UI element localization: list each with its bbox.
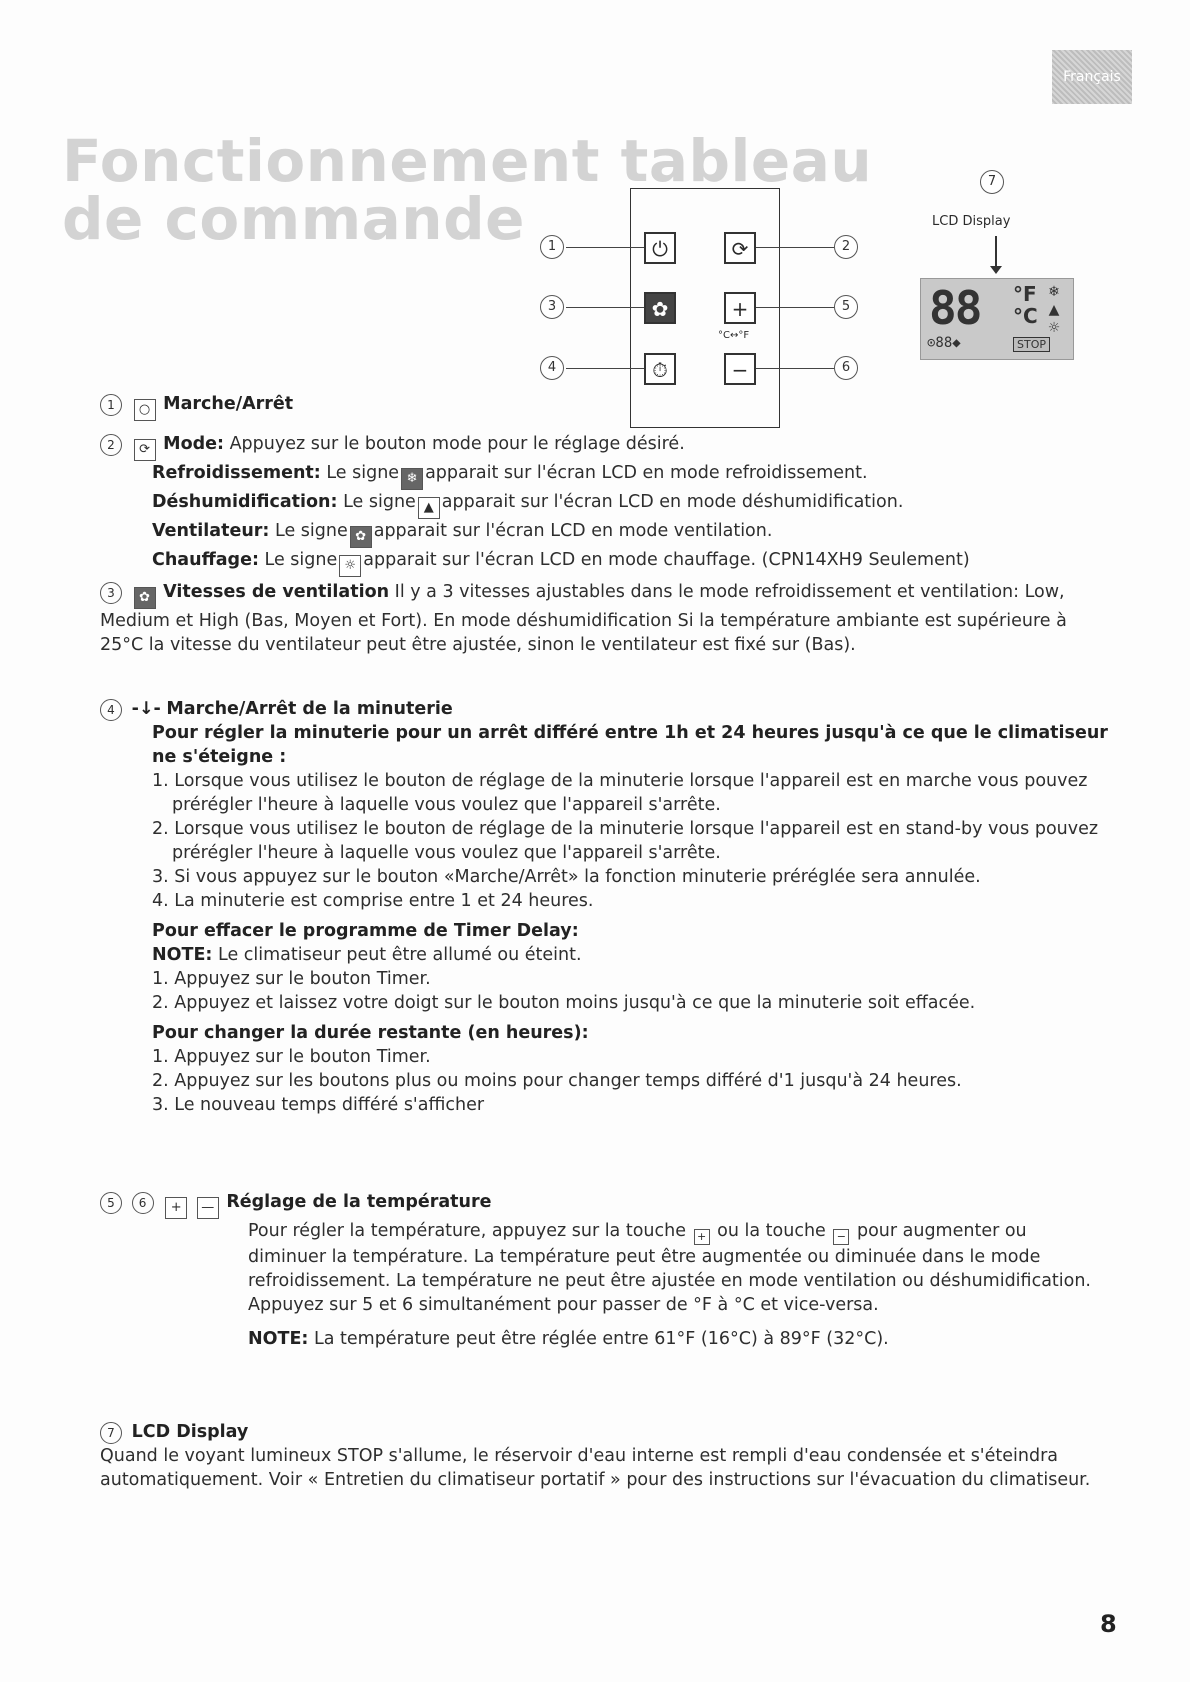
- timer-icon: -↓-: [131, 699, 161, 719]
- clear-steps: [152, 967, 1110, 1015]
- leader-line-6: [756, 368, 834, 369]
- section-timer: [100, 697, 1110, 1117]
- mode-row-heating: [152, 548, 1110, 577]
- mode-row-label: Refroidissement:: [152, 463, 321, 483]
- section-power: [100, 392, 293, 421]
- section-number-6: 6: [132, 1192, 154, 1214]
- plus-button-icon: +: [724, 292, 756, 324]
- section-number-4: 4: [100, 699, 122, 721]
- section-temperature: [100, 1190, 1110, 1351]
- mode-row-label: Ventilateur:: [152, 521, 270, 541]
- snowflake-icon: ❄: [401, 468, 423, 490]
- fan-speed-icon: ✿: [134, 587, 156, 609]
- list-item: 1. Appuyez sur le bouton Timer.: [152, 969, 431, 989]
- c-to-f-label: °C↔°F: [718, 330, 750, 341]
- language-tab: Français: [1052, 50, 1132, 104]
- mode-button-icon: ⟳: [724, 232, 756, 264]
- title-line-1: Fonctionnement tableau: [62, 127, 873, 195]
- callout-2: 2: [834, 235, 858, 259]
- list-item: 2. Lorsque vous utilisez le bouton de réglage de la minuterie lorsque l'appareil est en stand-by vous pouvez prérégler l'heure à laquelle vous voulez que l'appareil s'arrête.: [152, 819, 1099, 863]
- temperature-text-a: Pour régler la température, appuyez sur la touche: [248, 1221, 686, 1241]
- mode-row-pre: Le signe: [326, 463, 400, 483]
- fan-speed-text: Il y a 3 vitesses ajustables dans le mode refroidissement et ventilation: Low, Medium et High (Bas, Moyen et Fort). En mode déshumidification Si la température ambiante est supérieure à 25°C la vitesse du ventilateur peut être ajustée, sinon le ventilateur est fixé sur (Bas).: [100, 582, 1067, 655]
- mode-row-post: apparait sur l'écran LCD en mode chauffage. (CPN14XH9 Seulement): [363, 550, 970, 570]
- change-steps: [152, 1045, 1110, 1117]
- temperature-text-b: ou la touche: [717, 1221, 826, 1241]
- temperature-label: Réglage de la température: [226, 1192, 492, 1212]
- page-number: 8: [1100, 1610, 1117, 1638]
- section-number-3: 3: [100, 582, 122, 604]
- lcd-stop-indicator: STOP: [1013, 337, 1050, 352]
- minus-inline-icon: −: [833, 1229, 849, 1245]
- lcd-units: [1013, 283, 1038, 327]
- minus-button-icon: −: [724, 353, 756, 385]
- list-item: 3. Le nouveau temps différé s'afficher: [152, 1095, 485, 1115]
- lcd-deg-f: °F: [1013, 282, 1037, 306]
- sun-icon: ☼: [339, 555, 361, 577]
- fan-speed-button-icon: ✿: [644, 292, 676, 324]
- mode-row-fan: [152, 519, 1110, 548]
- note-label: NOTE:: [152, 945, 213, 965]
- minus-icon: —: [197, 1197, 219, 1219]
- mode-row-post: apparait sur l'écran LCD en mode ventilation.: [373, 521, 773, 541]
- mode-label: Mode:: [163, 434, 224, 454]
- leader-line-2: [756, 247, 834, 248]
- mode-row-pre: Le signe: [343, 492, 416, 512]
- callout-5: 5: [834, 295, 858, 319]
- plus-inline-icon: +: [694, 1229, 710, 1245]
- note-text: Le climatiseur peut être allumé ou éteint.: [218, 945, 582, 965]
- list-item: 2. Appuyez sur les boutons plus ou moins pour changer temps différé d'1 jusqu'à 24 heures.: [152, 1071, 962, 1091]
- leader-line-1: [566, 247, 644, 248]
- section-number-7: 7: [100, 1422, 122, 1444]
- mode-row-label: Déshumidification:: [152, 492, 338, 512]
- mode-row-post: apparait sur l'écran LCD en mode refroidissement.: [425, 463, 868, 483]
- fan-icon: ✿: [350, 526, 372, 548]
- power-button-icon: ⏻: [644, 232, 676, 264]
- change-heading: Pour changer la durée restante (en heures):: [152, 1023, 589, 1043]
- callout-3: 3: [540, 295, 564, 319]
- droplet-icon: ▲: [418, 497, 440, 519]
- temperature-note-text: La température peut être réglée entre 61°F (16°C) à 89°F (32°C).: [314, 1329, 889, 1349]
- plus-icon: +: [165, 1197, 187, 1219]
- mode-row-post: apparait sur l'écran LCD en mode déshumidification.: [441, 492, 904, 512]
- callout-4: 4: [540, 356, 564, 380]
- section-mode: [100, 432, 1110, 577]
- fan-speed-label: Vitesses de ventilation: [163, 582, 390, 602]
- section-power-title: Marche/Arrêt: [163, 394, 294, 414]
- leader-line-4: [566, 368, 644, 369]
- mode-row-pre: Le signe: [264, 550, 338, 570]
- power-icon: ○: [134, 399, 156, 421]
- lcd-timer-row: ⊙88◆: [927, 335, 961, 351]
- timer-button-icon: ⏱: [644, 353, 676, 385]
- mode-row-dehumidify: [152, 490, 1110, 519]
- list-item: 3. Si vous appuyez sur le bouton «Marche/Arrêt» la fonction minuterie préréglée sera annulée.: [152, 867, 981, 887]
- lcd-display: [920, 278, 1074, 360]
- mode-row-label: Chauffage:: [152, 550, 259, 570]
- mode-row-pre: Le signe: [275, 521, 348, 541]
- section-lcd: [100, 1420, 1110, 1492]
- section-number-5: 5: [100, 1192, 122, 1214]
- timer-subhead: Pour régler la minuterie pour un arrêt différé entre 1h et 24 heures jusqu'à ce que le climatiseur ne s'éteigne :: [152, 723, 1108, 767]
- temperature-text-c: pour augmenter ou diminuer la température. La température peut être augmentée ou diminuée dans le mode refroidissement. La température ne peut être ajustée en mode ventilation ou déshumidification. Appuyez sur 5 et 6 simultanément pour passer de °F à °C et vice-versa.: [248, 1221, 1091, 1315]
- list-item: 2. Appuyez et laissez votre doigt sur le bouton moins jusqu'à ce que la minuterie soit effacée.: [152, 993, 976, 1013]
- clear-heading: Pour effacer le programme de Timer Delay:: [152, 921, 579, 941]
- lcd-deg-c: °C: [1013, 304, 1038, 328]
- lcd-mode-icons: ❄ ▲ ☼: [1047, 284, 1061, 336]
- lcd-arrow-icon: [995, 236, 997, 268]
- lcd-section-text: Quand le voyant lumineux STOP s'allume, le réservoir d'eau interne est rempli d'eau condensée et s'éteindra automatiquement. Voir « Entretien du climatiseur portatif » pour des instructions sur l'évacuation du climatiseur.: [100, 1446, 1091, 1490]
- leader-line-5: [756, 307, 834, 308]
- temperature-text: [100, 1219, 1110, 1317]
- section-number-1: 1: [100, 394, 122, 416]
- lcd-display-label: LCD Display: [932, 214, 1011, 229]
- timer-steps: [152, 769, 1110, 913]
- callout-7: 7: [980, 170, 1004, 194]
- lcd-section-label: LCD Display: [131, 1422, 249, 1442]
- section-fan-speed: [100, 580, 1110, 657]
- lcd-digits: 88: [929, 281, 981, 335]
- timer-label: Marche/Arrêt de la minuterie: [166, 699, 453, 719]
- callout-1: 1: [540, 235, 564, 259]
- list-item: 1. Lorsque vous utilisez le bouton de réglage de la minuterie lorsque l'appareil est en marche vous pouvez prérégler l'heure à laquelle vous voulez que l'appareil s'arrête.: [152, 771, 1088, 815]
- list-item: 4. La minuterie est comprise entre 1 et 24 heures.: [152, 891, 594, 911]
- callout-6: 6: [834, 356, 858, 380]
- mode-icon: ⟳: [134, 439, 156, 461]
- temperature-note-label: NOTE:: [248, 1329, 309, 1349]
- mode-intro: Appuyez sur le bouton mode pour le réglage désiré.: [229, 434, 685, 454]
- mode-row-cooling: [152, 461, 1110, 490]
- leader-line-3: [566, 307, 644, 308]
- section-number-2: 2: [100, 434, 122, 456]
- title-line-2: de commande: [62, 185, 525, 253]
- list-item: 1. Appuyez sur le bouton Timer.: [152, 1047, 431, 1067]
